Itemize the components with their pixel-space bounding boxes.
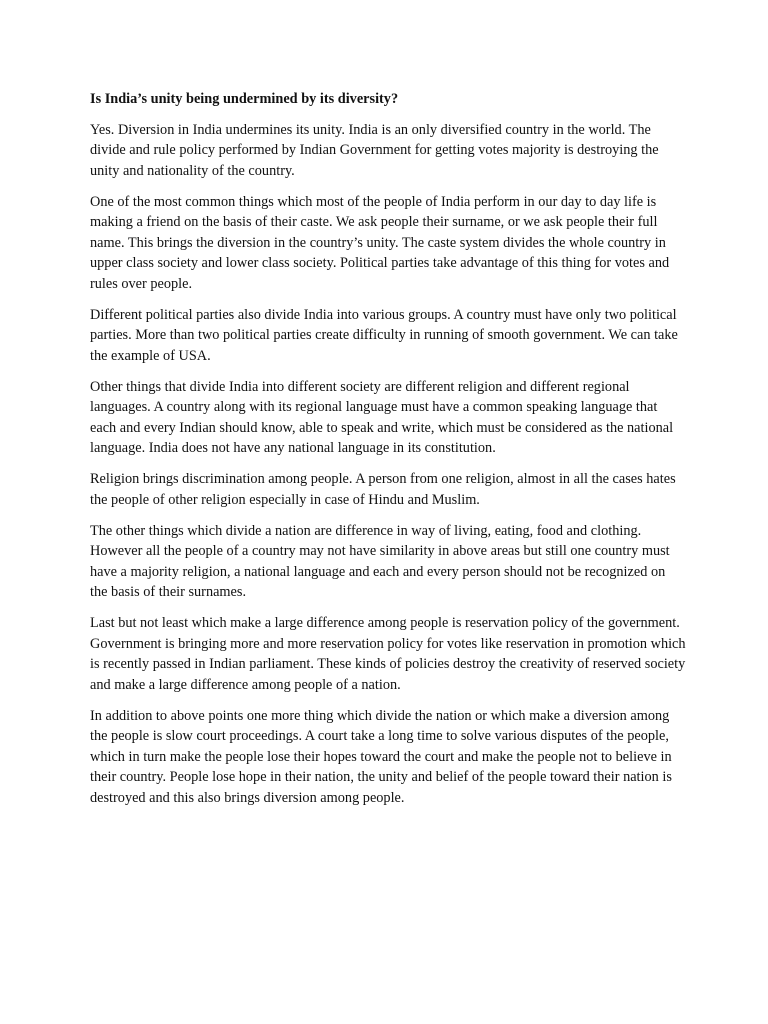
paragraph-2: One of the most common things which most of the people of India perform in our day to day life is making a friend on the basis of their caste. We ask people their surname, or we ask people their full name. This brings the diversion in the country’s unity. The caste system divides the whole country in upper class society and lower class society. Political parties take advantage of this thing for votes and rules over people. [90,193,670,292]
paragraph-1: Yes. Diversion in India undermines its unity. India is an only diversified country in the world. The divide and rule policy performed by Indian Government for getting votes majority is destroying the unity and nationality of the country. [90,121,659,179]
paragraph-4: Other things that divide India into different society are different religion and different regional languages. A country along with its regional language must have a common speaking language that each and every Indian should know, able to speak and write, which must be considered as the national language. India does not have any national language in its constitution. [90,378,674,456]
paragraph-3: Different political parties also divide India into various groups. A country must have only two political parties. More than two political parties create difficulty in running of smooth government. We can take the example of USA. [90,306,678,364]
paragraph-8: In addition to above points one more thing which divide the nation or which make a diversion among the people is slow court proceedings. A court take a long time to solve various disputes of the people, which in turn make the people lose their hopes toward the court and make the people not to believe in their country. People lose hope in their nation, the unity and belief of the people toward their nation is destroyed and this also brings diversion among people. [90,707,672,806]
paragraph-7: Last but not least which make a large difference among people is reservation policy of the government. Government is bringing more and more reservation policy for votes like reservation in promotion which is recently passed in Indian parliament. These kinds of policies destroy the creativity of reserved society and make a large difference among people of a nation. [90,615,686,693]
paragraph-6: The other things which divide a nation are difference in way of living, eating, food and clothing. However all the people of a country may not have similarity in above areas but still one country must have a majority religion, a national language and each and every person should not be recognized on the basis of their surnames. [90,522,670,600]
document-title: Is India’s unity being undermined by its diversity? [90,91,399,107]
paragraph-5: Religion brings discrimination among people. A person from one religion, almost in all the cases hates the people of other religion especially in case of Hindu and Muslim. [90,471,676,508]
